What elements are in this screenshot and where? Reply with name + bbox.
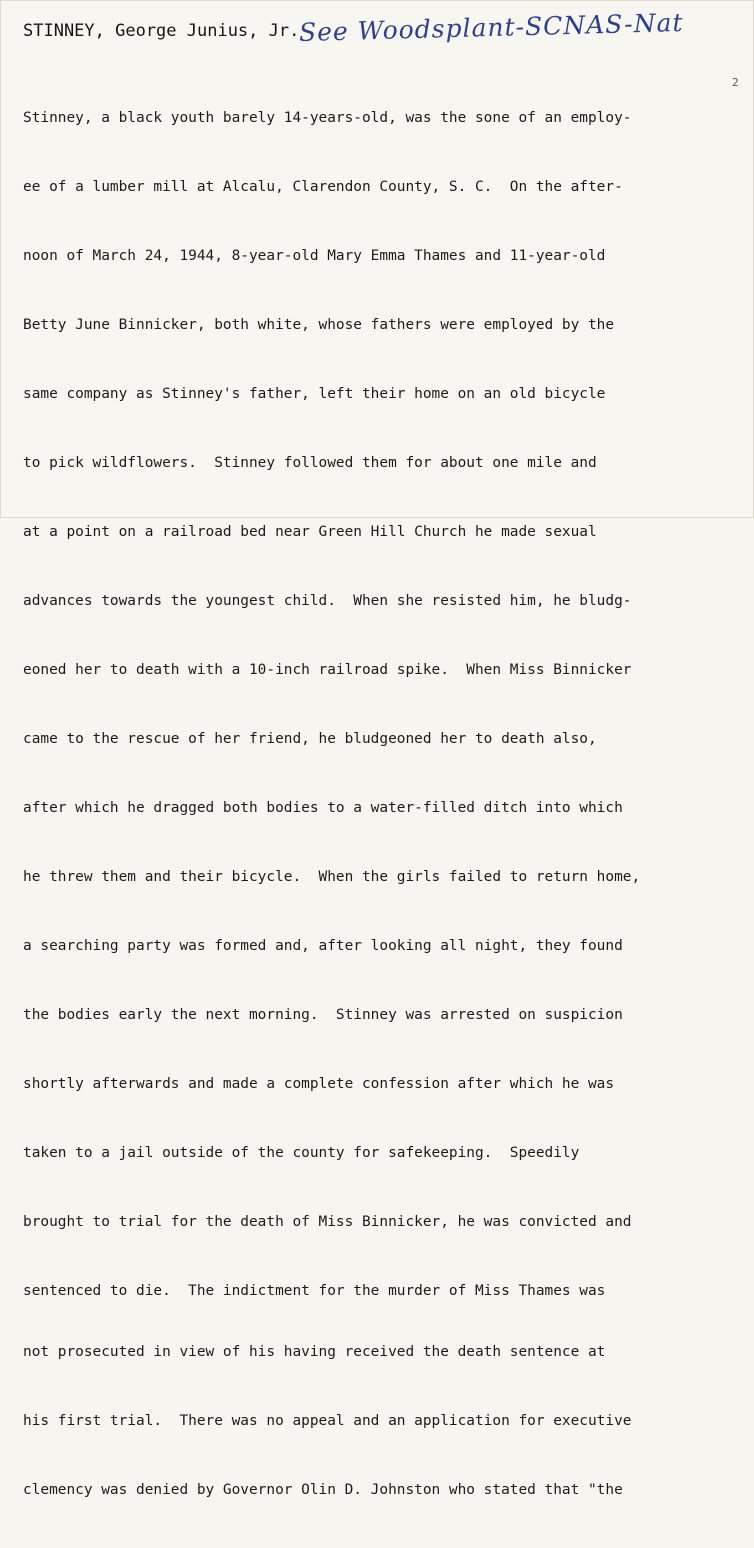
text-line: sentenced to die. The indictment for the murder of Miss Thames was: [23, 1283, 606, 1299]
text-line: came to the rescue of her friend, he bludgeoned her to death also,: [23, 731, 597, 747]
text-line: brought to trial for the death of Miss Binnicker, he was convicted and: [23, 1214, 632, 1230]
text-line: noon of March 24, 1944, 8-year-old Mary Emma Thames and 11-year-old: [23, 248, 606, 264]
card-header: [23, 7, 743, 51]
text-line: taken to a jail outside of the county for safekeeping. Speedily: [23, 1145, 580, 1161]
card-body: [23, 61, 743, 1548]
text-line: clemency was denied by Governor Olin D. Johnston who stated that "the: [23, 1482, 623, 1498]
text-line: ee of a lumber mill at Alcalu, Clarendon County, S. C. On the after-: [23, 179, 623, 195]
text-line: after which he dragged both bodies to a water-filled ditch into which: [23, 800, 623, 816]
text-line: Betty June Binnicker, both white, whose fathers were employed by the: [23, 317, 615, 333]
text-line: eoned her to death with a 10-inch railroad spike. When Miss Binnicker: [23, 662, 632, 678]
text-line: the bodies early the next morning. Stinney was arrested on suspicion: [23, 1007, 623, 1023]
handwritten-annotation: See Woodsplant-SCNAS-Nat: [298, 7, 684, 47]
text-line: same company as Stinney's father, left their home on an old bicycle: [23, 386, 606, 402]
text-line: shortly afterwards and made a complete confession after which he was: [23, 1076, 615, 1092]
margin-page-number: 2: [732, 76, 739, 89]
card-heading: STINNEY, George Junius, Jr.: [23, 21, 300, 41]
text-line: advances towards the youngest child. When she resisted him, he bludg-: [23, 593, 632, 609]
text-line: to pick wildflowers. Stinney followed them for about one mile and: [23, 455, 597, 471]
text-line: his first trial. There was no appeal and an application for executive: [23, 1413, 632, 1429]
text-line: Stinney, a black youth barely 14-years-old, was the sone of an employ-: [23, 110, 632, 126]
text-line: not prosecuted in view of his having received the death sentence at: [23, 1344, 606, 1360]
text-line: a searching party was formed and, after looking all night, they found: [23, 938, 623, 954]
text-line: at a point on a railroad bed near Green Hill Church he made sexual: [23, 524, 597, 540]
text-line: he threw them and their bicycle. When the girls failed to return home,: [23, 869, 641, 885]
